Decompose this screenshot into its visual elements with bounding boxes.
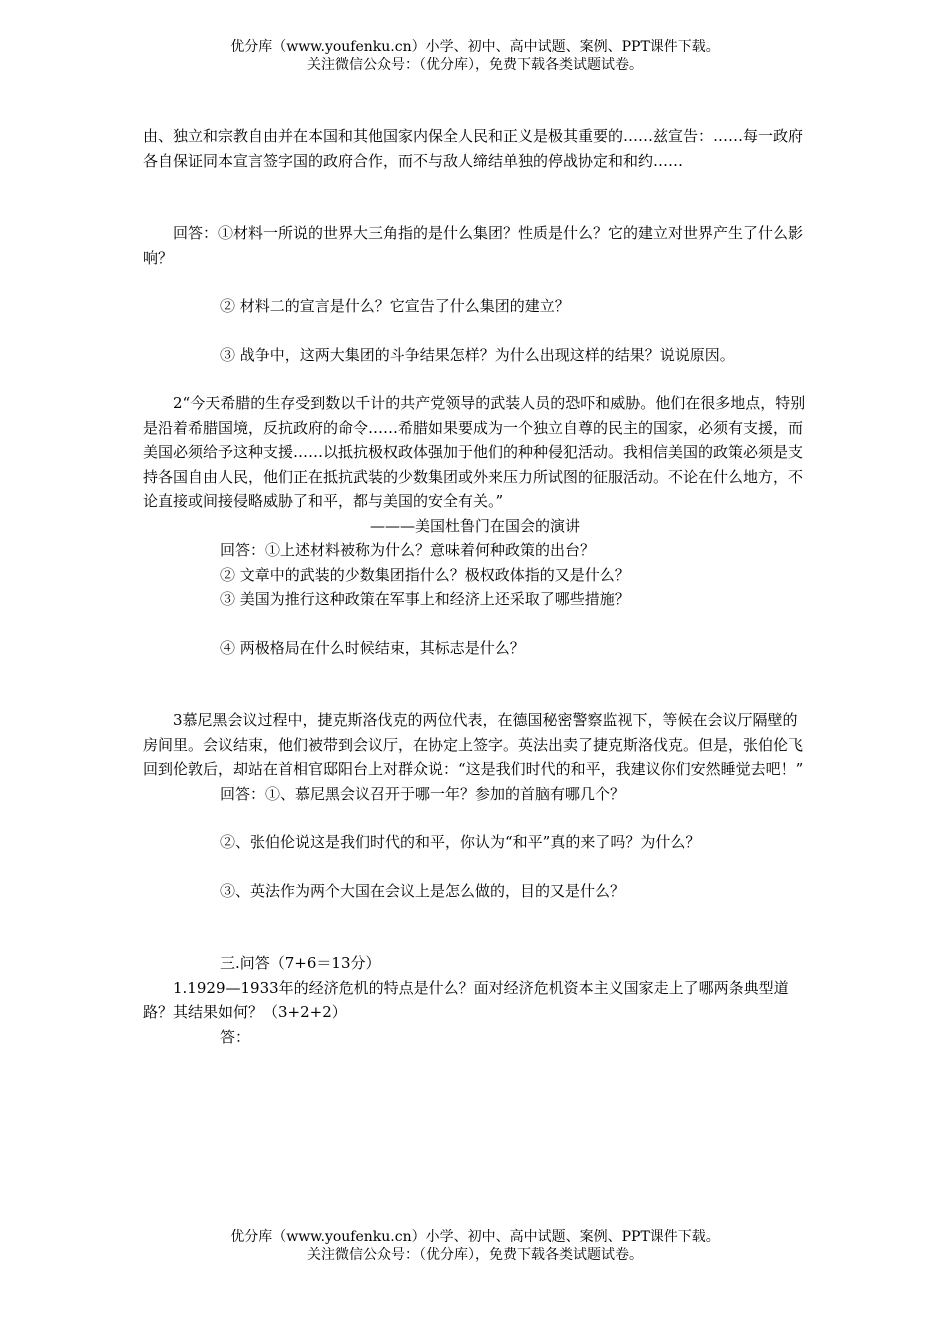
question-1-3: ③ 战争中，这两大集团的斗争结果怎样？为什么出现这样的结果？说说原因。 bbox=[220, 345, 735, 364]
question-2-2: ② 文章中的武装的少数集团指什么？极权政体指的又是什么？ bbox=[220, 565, 630, 584]
intro-paragraph: 由、独立和宗教自由并在本国和其他国家内保全人民和正义是极其重要的……兹宣告：……每一政府各自保证同本宣言签字国的政府合作，而不与敌人缔结单独的停战协定和和约…… bbox=[143, 127, 804, 170]
question-3-1: 回答：①、慕尼黑会议召开于哪一年？参加的首脑有哪几个？ bbox=[220, 784, 626, 803]
material-3-paragraph: 3慕尼黑会议过程中，捷克斯洛伐克的两位代表，在德国秘密警察监视下，等候在会议厅隔壁的房间里。会议结束，他们被带到会议厅，在协定上签字。英法出卖了捷克斯洛伐克。但是，张伯伦飞回到伦敦后，却站在首相官邸阳台上对群众说：“这是我们时代的和平，我建议你们安然睡觉去吧！” bbox=[143, 711, 804, 778]
question-3-3: ③、英法作为两个大国在会议上是怎么做的，目的又是什么？ bbox=[220, 881, 626, 900]
page-footer bbox=[0, 1228, 950, 1264]
section-3-heading: 三.问答（7+6＝13分） bbox=[220, 954, 381, 972]
question-2-1: 回答：①上述材料被称为什么？意味着何种政策的出台？ bbox=[220, 541, 596, 559]
question-2-3: ③ 美国为推行这种政策在军事上和经济上还采取了哪些措施？ bbox=[220, 590, 630, 608]
question-1-1: 回答：①材料一所说的世界大三角指的是什么集团？性质是什么？它的建立对世界产生了什么影响？ bbox=[143, 224, 804, 267]
footer-line-2: 关注微信公众号：（优分库），免费下载各类试题试卷。 bbox=[307, 1247, 643, 1263]
document-body bbox=[143, 124, 807, 1049]
header-line-2: 关注微信公众号：（优分库），免费下载各类试题试卷。 bbox=[307, 57, 643, 73]
answer-label: 答： bbox=[220, 1027, 251, 1046]
question-1-2: ② 材料二的宣言是什么？它宣告了什么集团的建立？ bbox=[220, 297, 570, 315]
question-2-4: ④ 两极格局在什么时候结束，其标志是什么？ bbox=[220, 638, 525, 657]
footer-line-1: 优分库（www.youfenku.cn）小学、初中、高中试题、案例、PPT课件下载。 bbox=[230, 1229, 720, 1245]
page-header bbox=[0, 38, 950, 74]
material-2-source: ———美国杜鲁门在国会的演讲 bbox=[369, 516, 580, 535]
header-line-1: 优分库（www.youfenku.cn）小学、初中、高中试题、案例、PPT课件下载。 bbox=[230, 39, 720, 55]
material-2-paragraph: 2“今天希腊的生存受到数以千计的共产党领导的武装人员的恐吓和威胁。他们在很多地点，特别是沿着希腊国境，反抗政府的命令……希腊如果要成为一个独立自尊的民主的国家，必须有支援，而美国必须给予这种支援……以抵抗极权政体强加于他们的种种侵犯活动。我相信美国的政策必须是支持各国自由人民，他们正在抵抗武装的少数集团或外来压力所试图的征服活动。不论在什么地方，不论直接或间接侵略威胁了和平，都与美国的安全有关。” bbox=[143, 394, 806, 510]
question-3-2: ②、张伯伦说这是我们时代的和平，你认为“和平”真的来了吗？为什么？ bbox=[220, 833, 701, 851]
section-3-question-1: 1.1929—1933年的经济危机的特点是什么？面对经济危机资本主义国家走上了哪两条典型道路？其结果如何？（3+2+2） bbox=[143, 978, 789, 1021]
